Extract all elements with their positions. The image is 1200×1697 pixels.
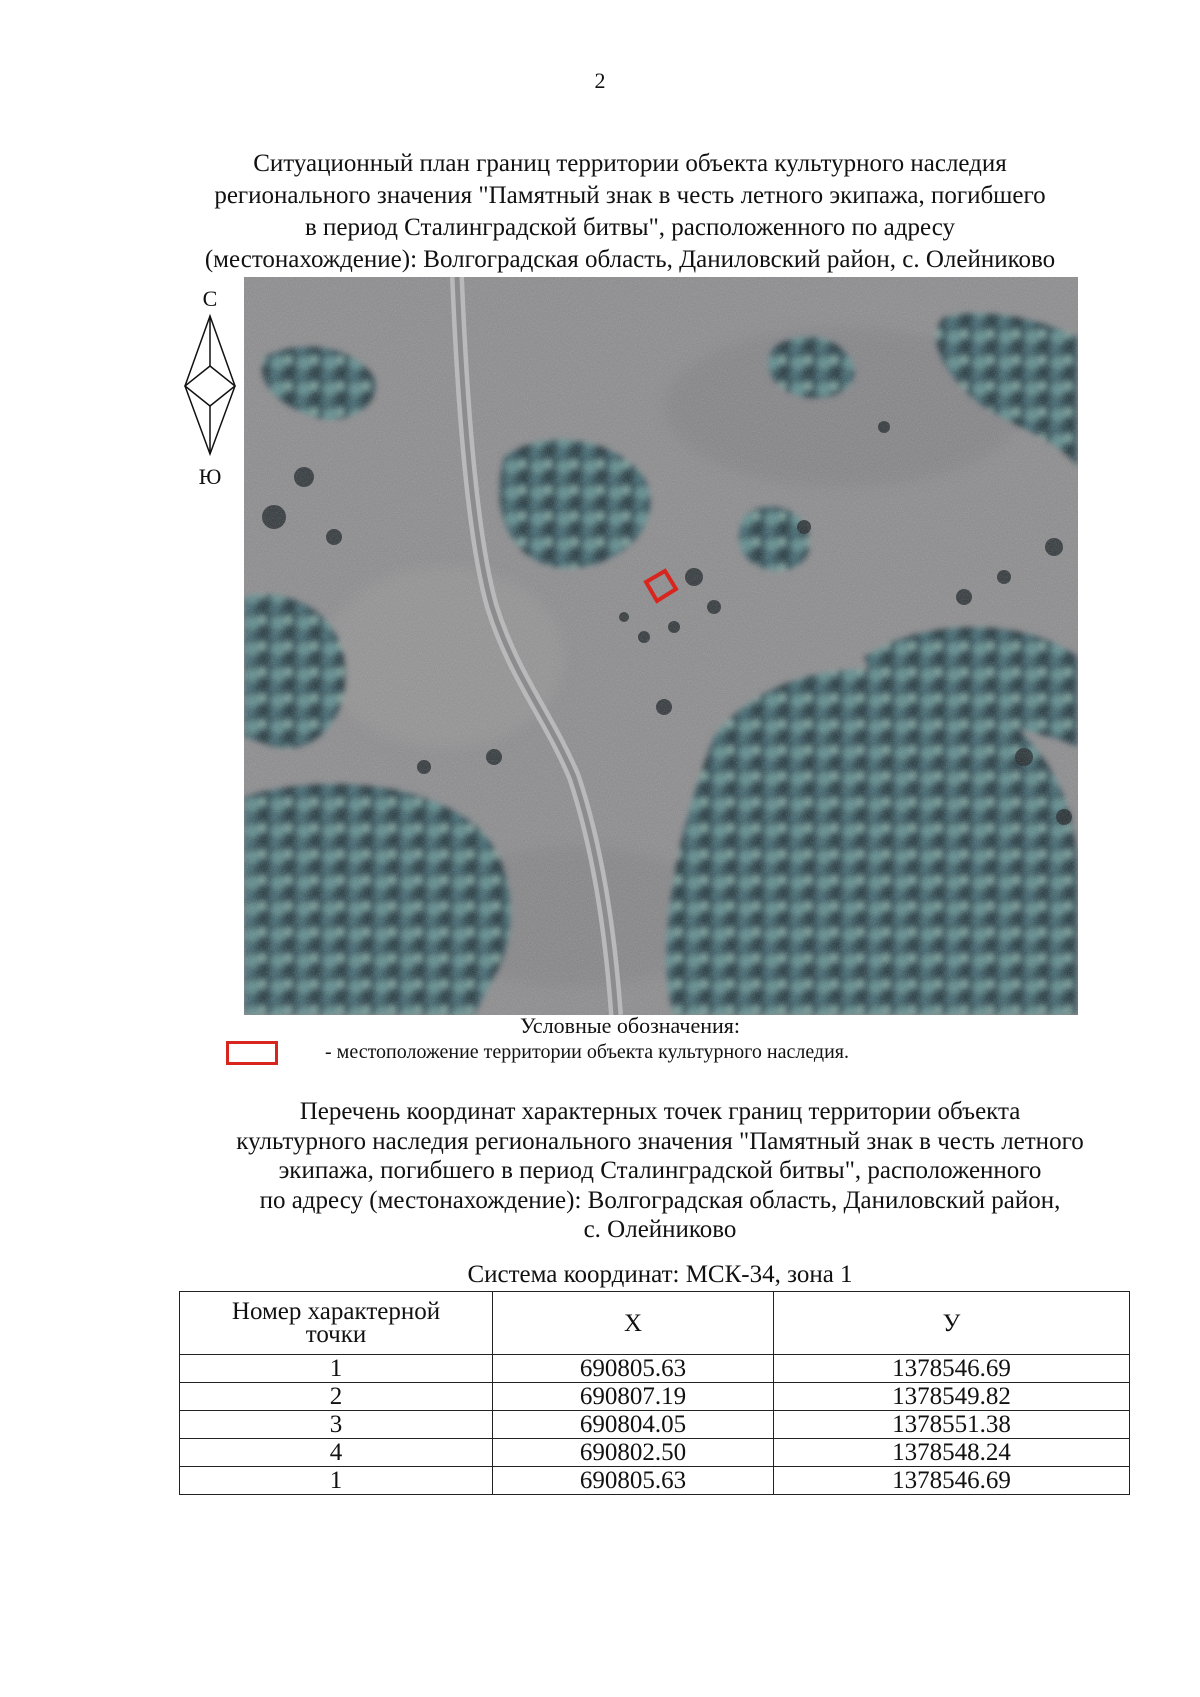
title-line: культурного наследия регионального значения "Памятный знак в честь летного [236, 1127, 1084, 1155]
table-row [180, 1383, 1130, 1411]
situational-plan-title [150, 148, 1110, 276]
title-line: по адресу (местонахождение): Волгоградская область, Даниловский район, [259, 1186, 1061, 1214]
cell-x: 690807.19 [493, 1383, 774, 1411]
coordinates-title [120, 1097, 1200, 1245]
cell-point: 1 [180, 1355, 493, 1383]
cell-point: 4 [180, 1439, 493, 1467]
cell-x: 690805.63 [493, 1355, 774, 1383]
header-y: У [774, 1292, 1130, 1355]
legend-marker-swatch [226, 1041, 278, 1065]
cell-point: 1 [180, 1467, 493, 1495]
cell-y: 1378546.69 [774, 1355, 1130, 1383]
coordinates-table [179, 1291, 1130, 1495]
title-line: экипажа, погибшего в период Сталинградской битвы", расположенного [278, 1157, 1042, 1184]
title-line: с. Олейниково [583, 1216, 737, 1243]
table-row [180, 1467, 1130, 1495]
title-line: Ситуационный план границ территории объекта культурного наследия [253, 150, 1007, 177]
cell-x: 690805.63 [493, 1467, 774, 1495]
cell-x: 690802.50 [493, 1439, 774, 1467]
north-label: С [202, 286, 218, 311]
satellite-map [244, 277, 1078, 1015]
cell-y: 1378548.24 [774, 1439, 1130, 1467]
table-header-row [180, 1292, 1130, 1355]
coordinate-system-label: Система координат: МСК-34, зона 1 [467, 1261, 853, 1288]
cell-y: 1378551.38 [774, 1411, 1130, 1439]
cell-x: 690804.05 [493, 1411, 774, 1439]
table-row [180, 1355, 1130, 1383]
header-point-line: точки [305, 1321, 367, 1348]
header-point-number [180, 1292, 493, 1355]
legend-title: Условные обозначения: [520, 1013, 741, 1038]
title-line: Перечень координат характерных точек границ территории объекта [299, 1098, 1021, 1125]
table-row [180, 1411, 1130, 1439]
cell-point: 3 [180, 1411, 493, 1439]
title-line: регионального значения "Памятный знак в честь летного экипажа, погибшего [214, 182, 1046, 209]
header-x: X [493, 1292, 774, 1355]
table-row [180, 1439, 1130, 1467]
south-label: Ю [198, 464, 222, 489]
cell-point: 2 [180, 1383, 493, 1411]
cell-y: 1378546.69 [774, 1467, 1130, 1495]
cell-y: 1378549.82 [774, 1383, 1130, 1411]
title-line: в период Сталинградской битвы", расположенного по адресу [305, 214, 955, 241]
north-arrow [180, 286, 240, 496]
legend-item-text: - местоположение территории объекта культурного наследия. [325, 1041, 850, 1063]
header-point-line: Номер характерной [231, 1298, 441, 1325]
title-line: (местонахождение): Волгоградская область, Даниловский район, с. Олейниково [204, 246, 1056, 273]
page-number: 2 [594, 68, 606, 93]
